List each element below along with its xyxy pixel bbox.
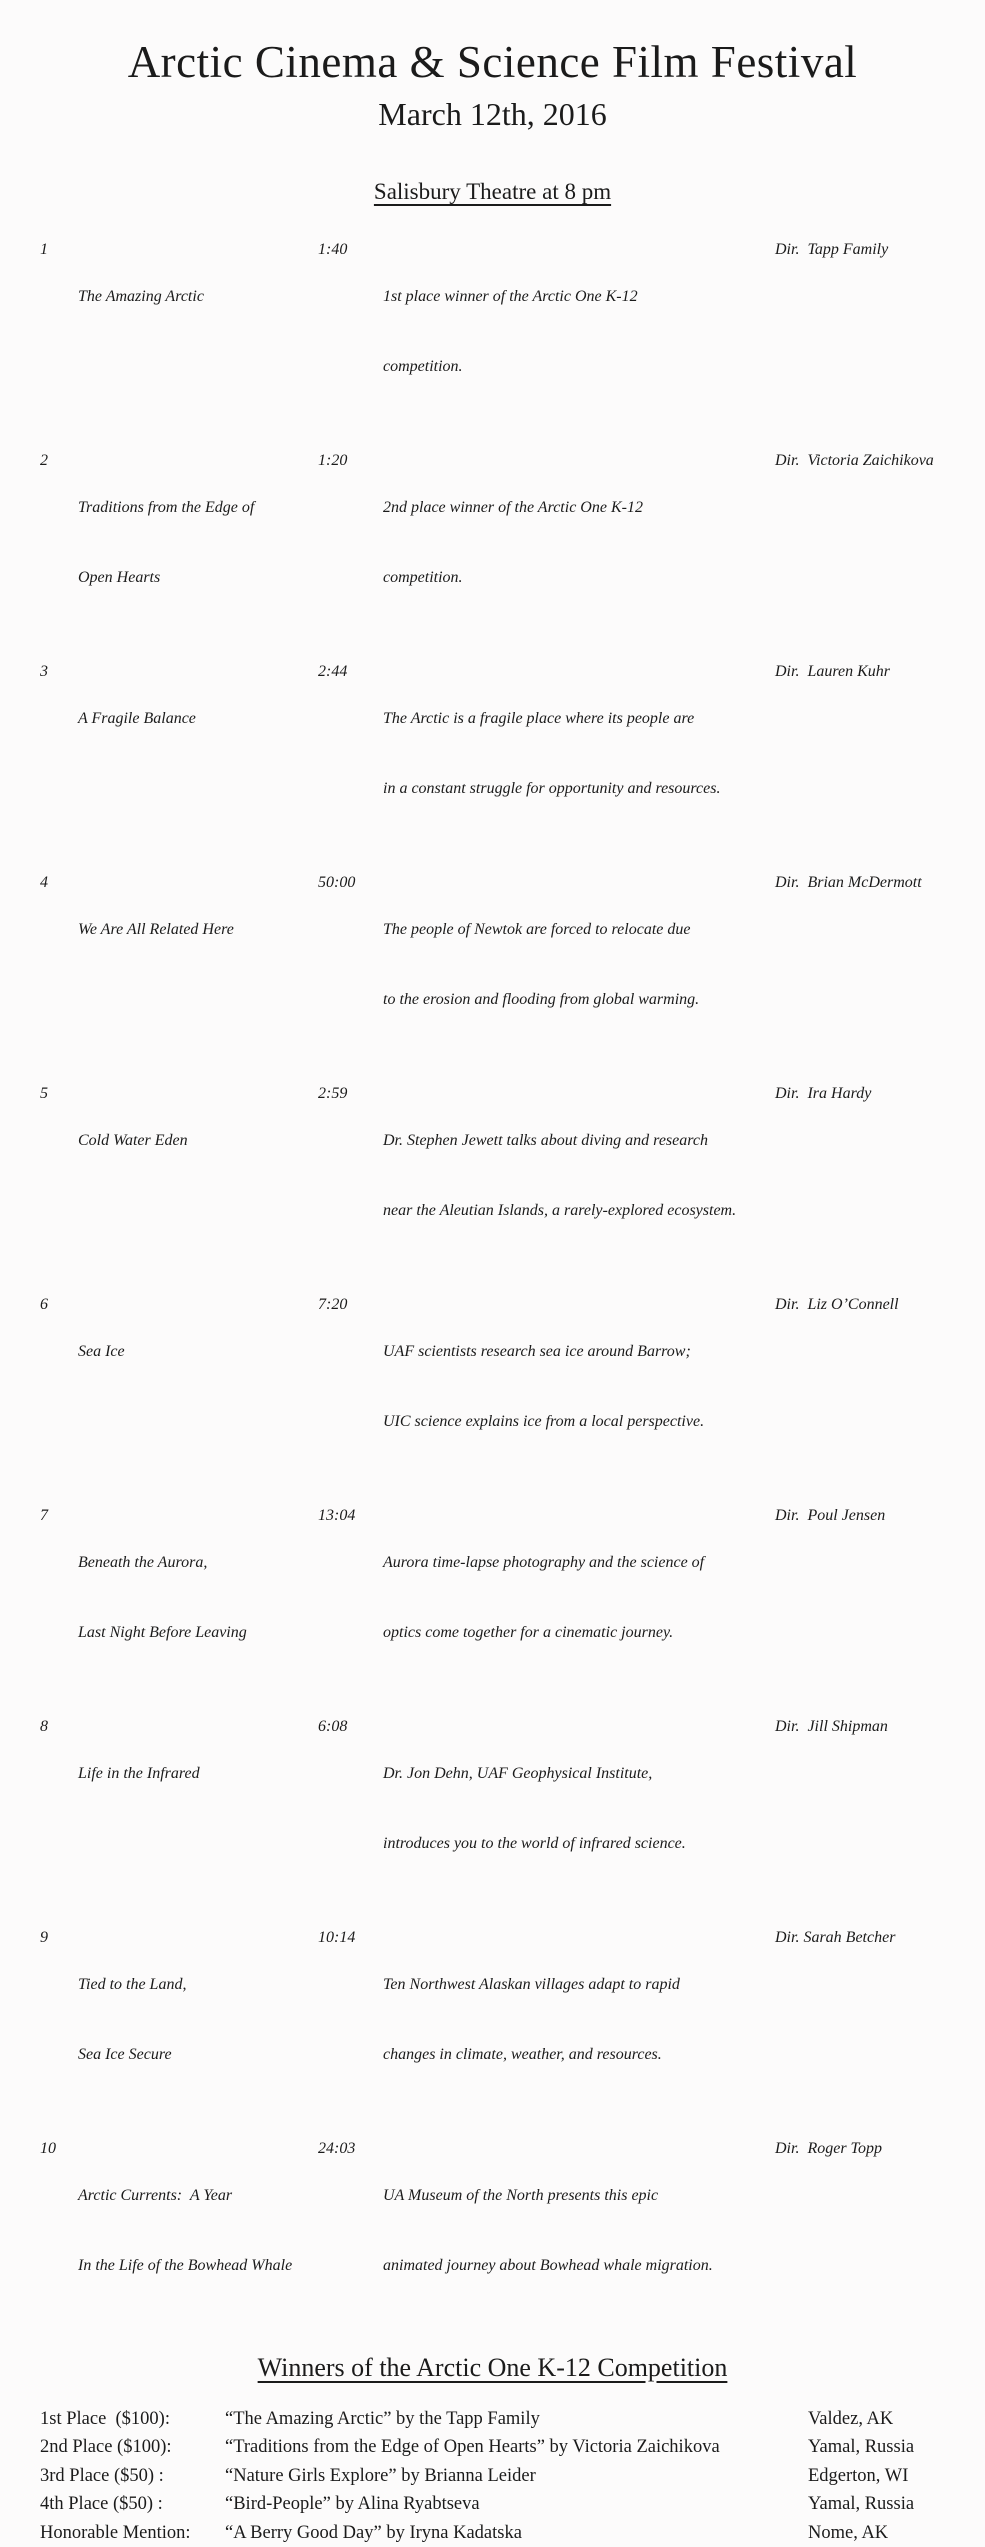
film-duration: 7:20 bbox=[318, 1293, 383, 1481]
film-description bbox=[383, 1715, 775, 1903]
winner-row bbox=[40, 2462, 985, 2491]
film-description-line: Ten Northwest Alaskan villages adapt to rapid bbox=[383, 1973, 775, 1997]
film-description-line: The people of Newtok are forced to relocate due bbox=[383, 918, 775, 942]
film-number: 7 bbox=[40, 1504, 78, 1692]
film-title-line: Tied to the Land, bbox=[78, 1973, 318, 1997]
film-title bbox=[78, 871, 318, 1059]
film-title-line: Sea Ice Secure bbox=[78, 2043, 318, 2067]
winner-place-label: 1st Place ($100): bbox=[40, 2405, 225, 2434]
page-title: Arctic Cinema & Science Film Festival bbox=[0, 38, 985, 88]
film-number: 3 bbox=[40, 660, 78, 848]
film-description-line: 1st place winner of the Arctic One K-12 bbox=[383, 285, 775, 309]
film-title-line: Life in the Infrared bbox=[78, 1762, 318, 1786]
film-director: Dir. Jill Shipman bbox=[775, 1715, 985, 1903]
program-row bbox=[0, 871, 985, 1059]
film-title bbox=[78, 1082, 318, 1270]
film-description bbox=[383, 449, 775, 637]
winner-film: “A Berry Good Day” by Iryna Kadatska bbox=[225, 2519, 808, 2547]
winner-row bbox=[40, 2519, 985, 2547]
venue-heading: Salisbury Theatre at 8 pm bbox=[0, 179, 985, 205]
winner-film: “Nature Girls Explore” by Brianna Leider bbox=[225, 2462, 808, 2491]
film-description-line: optics come together for a cinematic journey. bbox=[383, 1621, 775, 1645]
film-duration: 13:04 bbox=[318, 1504, 383, 1692]
film-director: Dir. Victoria Zaichikova bbox=[775, 449, 985, 637]
film-description-line: to the erosion and flooding from global warming. bbox=[383, 988, 775, 1012]
film-duration: 50:00 bbox=[318, 871, 383, 1059]
film-title bbox=[78, 660, 318, 848]
film-description bbox=[383, 238, 775, 426]
winner-film: “The Amazing Arctic” by the Tapp Family bbox=[225, 2405, 808, 2434]
film-title-line: Open Hearts bbox=[78, 566, 318, 590]
film-director: Dir. Ira Hardy bbox=[775, 1082, 985, 1270]
film-description-line: competition. bbox=[383, 355, 775, 379]
winner-row bbox=[40, 2433, 985, 2462]
film-director: Dir. Tapp Family bbox=[775, 238, 985, 426]
film-description-line: UA Museum of the North presents this epic bbox=[383, 2184, 775, 2208]
film-director: Dir. Lauren Kuhr bbox=[775, 660, 985, 848]
program-row bbox=[0, 238, 985, 426]
winner-film: “Bird-People” by Alina Ryabtseva bbox=[225, 2490, 808, 2519]
film-description bbox=[383, 2137, 775, 2325]
winner-location: Yamal, Russia bbox=[808, 2490, 985, 2519]
winner-film: “Traditions from the Edge of Open Hearts” by Victoria Zaichikova bbox=[225, 2433, 808, 2462]
winners-section bbox=[0, 2353, 985, 2547]
film-description bbox=[383, 1926, 775, 2114]
film-duration: 2:59 bbox=[318, 1082, 383, 1270]
program-row bbox=[0, 1293, 985, 1481]
film-duration: 6:08 bbox=[318, 1715, 383, 1903]
film-title bbox=[78, 238, 318, 426]
film-title-line: Arctic Currents: A Year bbox=[78, 2184, 318, 2208]
film-number: 4 bbox=[40, 871, 78, 1059]
winner-location: Nome, AK bbox=[808, 2519, 985, 2547]
document-header bbox=[0, 0, 985, 205]
film-number: 5 bbox=[40, 1082, 78, 1270]
program-row bbox=[0, 2137, 985, 2325]
film-title bbox=[78, 1926, 318, 2114]
program-row bbox=[0, 1715, 985, 1903]
film-number: 1 bbox=[40, 238, 78, 426]
film-title bbox=[78, 1293, 318, 1481]
film-description-line: competition. bbox=[383, 566, 775, 590]
film-title bbox=[78, 449, 318, 637]
winners-list bbox=[0, 2405, 985, 2547]
film-description bbox=[383, 1082, 775, 1270]
program-row bbox=[0, 1504, 985, 1692]
film-description bbox=[383, 1293, 775, 1481]
film-title-line: Cold Water Eden bbox=[78, 1129, 318, 1153]
film-description-line: in a constant struggle for opportunity and resources. bbox=[383, 777, 775, 801]
film-description bbox=[383, 1504, 775, 1692]
film-duration: 1:40 bbox=[318, 238, 383, 426]
program-row bbox=[0, 449, 985, 637]
film-director: Dir. Poul Jensen bbox=[775, 1504, 985, 1692]
film-title-line: In the Life of the Bowhead Whale bbox=[78, 2254, 318, 2278]
film-duration: 1:20 bbox=[318, 449, 383, 637]
film-number: 9 bbox=[40, 1926, 78, 2114]
event-date: March 12th, 2016 bbox=[0, 96, 985, 133]
winner-location: Valdez, AK bbox=[808, 2405, 985, 2434]
film-description-line: 2nd place winner of the Arctic One K-12 bbox=[383, 496, 775, 520]
film-title-line: Traditions from the Edge of bbox=[78, 496, 318, 520]
film-number: 8 bbox=[40, 1715, 78, 1903]
film-description-line: Aurora time-lapse photography and the science of bbox=[383, 1551, 775, 1575]
film-director: Dir. Brian McDermott bbox=[775, 871, 985, 1059]
film-director: Dir. Roger Topp bbox=[775, 2137, 985, 2325]
winner-place-label: Honorable Mention: bbox=[40, 2519, 225, 2547]
winner-place-label: 4th Place ($50) : bbox=[40, 2490, 225, 2519]
film-number: 6 bbox=[40, 1293, 78, 1481]
film-description-line: Dr. Jon Dehn, UAF Geophysical Institute, bbox=[383, 1762, 775, 1786]
film-number: 2 bbox=[40, 449, 78, 637]
film-duration: 10:14 bbox=[318, 1926, 383, 2114]
film-director: Dir. Liz O’Connell bbox=[775, 1293, 985, 1481]
program-row bbox=[0, 1082, 985, 1270]
film-title-line: We Are All Related Here bbox=[78, 918, 318, 942]
film-description bbox=[383, 871, 775, 1059]
film-duration: 2:44 bbox=[318, 660, 383, 848]
film-number: 10 bbox=[40, 2137, 78, 2325]
film-title-line: The Amazing Arctic bbox=[78, 285, 318, 309]
film-description-line: animated journey about Bowhead whale migration. bbox=[383, 2254, 775, 2278]
film-description-line: near the Aleutian Islands, a rarely-explored ecosystem. bbox=[383, 1199, 775, 1223]
film-title-line: Sea Ice bbox=[78, 1340, 318, 1364]
winner-place-label: 3rd Place ($50) : bbox=[40, 2462, 225, 2491]
film-director: Dir. Sarah Betcher bbox=[775, 1926, 985, 2114]
film-title-line: Beneath the Aurora, bbox=[78, 1551, 318, 1575]
program-row bbox=[0, 660, 985, 848]
film-description-line: The Arctic is a fragile place where its people are bbox=[383, 707, 775, 731]
film-title-line: Last Night Before Leaving bbox=[78, 1621, 318, 1645]
film-title bbox=[78, 1504, 318, 1692]
film-title bbox=[78, 1715, 318, 1903]
winners-heading: Winners of the Arctic One K-12 Competition bbox=[0, 2353, 985, 2383]
film-description-line: Dr. Stephen Jewett talks about diving and research bbox=[383, 1129, 775, 1153]
film-title bbox=[78, 2137, 318, 2325]
program-row bbox=[0, 1926, 985, 2114]
winner-row bbox=[40, 2405, 985, 2434]
winner-place-label: 2nd Place ($100): bbox=[40, 2433, 225, 2462]
film-description bbox=[383, 660, 775, 848]
program-list bbox=[0, 238, 985, 2325]
film-description-line: UAF scientists research sea ice around Barrow; bbox=[383, 1340, 775, 1364]
film-title-line: A Fragile Balance bbox=[78, 707, 318, 731]
winner-location: Yamal, Russia bbox=[808, 2433, 985, 2462]
film-description-line: UIC science explains ice from a local perspective. bbox=[383, 1410, 775, 1434]
winner-row bbox=[40, 2490, 985, 2519]
winner-location: Edgerton, WI bbox=[808, 2462, 985, 2491]
film-description-line: changes in climate, weather, and resources. bbox=[383, 2043, 775, 2067]
film-duration: 24:03 bbox=[318, 2137, 383, 2325]
film-description-line: introduces you to the world of infrared science. bbox=[383, 1832, 775, 1856]
